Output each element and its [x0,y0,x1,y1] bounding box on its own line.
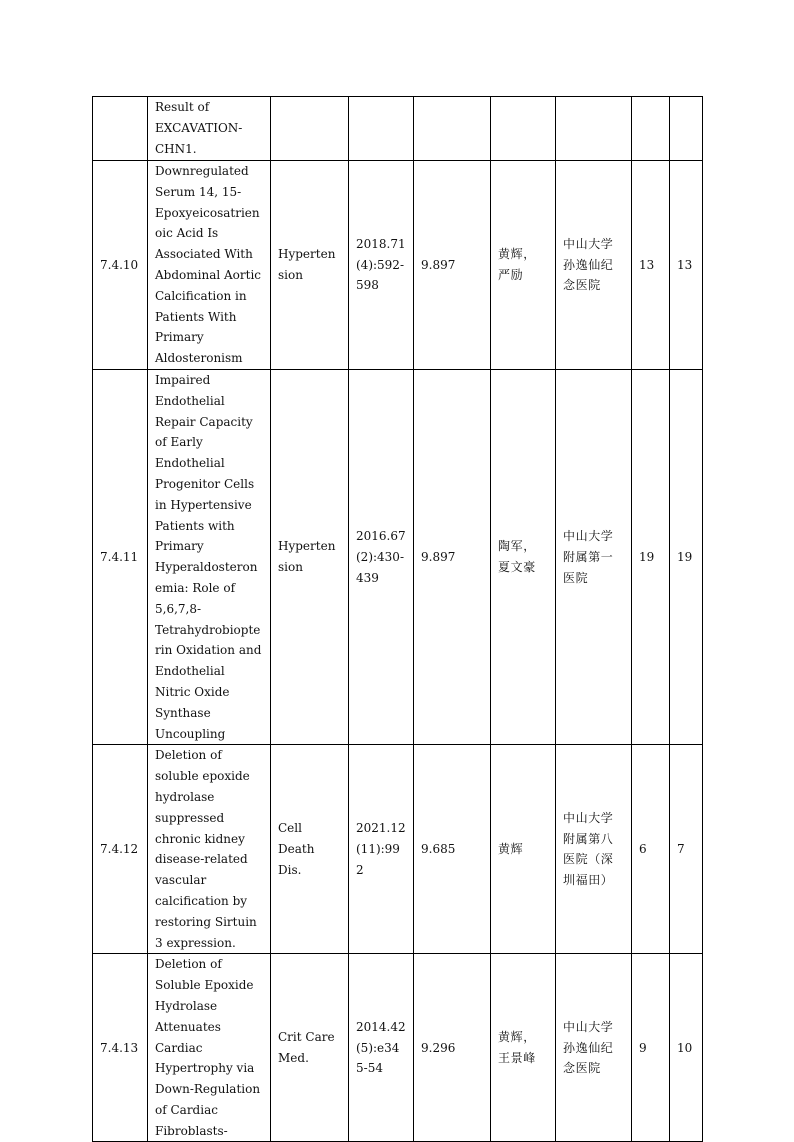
institution [556,97,632,161]
row-number: 7.4.12 [93,745,148,954]
authors [491,97,556,161]
impact-factor: 9.685 [414,745,491,954]
table-row [93,745,703,954]
table-row [93,370,703,745]
publication-table [92,96,703,1142]
impact-factor: 9.296 [414,954,491,1142]
count-a: 13 [632,161,670,370]
table-row [93,161,703,370]
institution: 中山大学附属第八医院（深圳福田） [556,745,632,954]
paper-title: Deletion of Soluble Epoxide Hydrolase Attenuates Cardiac Hypertrophy via Down-Regulation of Cardiac Fibroblasts- [148,954,271,1142]
paper-title: Downregulated Serum 14, 15-Epoxyeicosatrienoic Acid Is Associated With Abdominal Aortic Calcification in Patients With Primary Aldosteronism [148,161,271,370]
table-row [93,954,703,1142]
publication-info: 2021.12(11):992 [349,745,414,954]
journal-name: Crit Care Med. [271,954,349,1142]
count-a: 6 [632,745,670,954]
table-row [93,97,703,161]
journal-name: Hypertension [271,161,349,370]
row-number: 7.4.13 [93,954,148,1142]
paper-title: Deletion of soluble epoxide hydrolase suppressed chronic kidney disease-related vascular calcification by restoring Sirtuin 3 expression. [148,745,271,954]
institution: 中山大学孙逸仙纪念医院 [556,161,632,370]
journal-name: Hypertension [271,370,349,745]
publication-info [349,97,414,161]
paper-title: Result of EXCAVATION-CHN1. [148,97,271,161]
institution: 中山大学孙逸仙纪念医院 [556,954,632,1142]
paper-title: Impaired Endothelial Repair Capacity of Early Endothelial Progenitor Cells in Hypertensive Patients with Primary Hyperaldosteronemia: Role of 5,6,7,8-Tetrahydrobiopterin Oxidation and Endothelial Nitric Oxide Synthase Uncoupling [148,370,271,745]
publication-info: 2018.71(4):592-598 [349,161,414,370]
count-a: 9 [632,954,670,1142]
impact-factor: 9.897 [414,370,491,745]
count-a [632,97,670,161]
impact-factor [414,97,491,161]
count-b: 10 [670,954,703,1142]
count-a: 19 [632,370,670,745]
authors: 黄辉 [491,745,556,954]
count-b: 19 [670,370,703,745]
journal-name: Cell Death Dis. [271,745,349,954]
count-b [670,97,703,161]
authors: 黄辉，严励 [491,161,556,370]
row-number [93,97,148,161]
publication-info: 2014.42(5):e345-54 [349,954,414,1142]
row-number: 7.4.10 [93,161,148,370]
impact-factor: 9.897 [414,161,491,370]
count-b: 13 [670,161,703,370]
authors: 陶军，夏文豪 [491,370,556,745]
journal-name [271,97,349,161]
authors: 黄辉，王景峰 [491,954,556,1142]
institution: 中山大学附属第一医院 [556,370,632,745]
count-b: 7 [670,745,703,954]
publication-info: 2016.67(2):430-439 [349,370,414,745]
row-number: 7.4.11 [93,370,148,745]
